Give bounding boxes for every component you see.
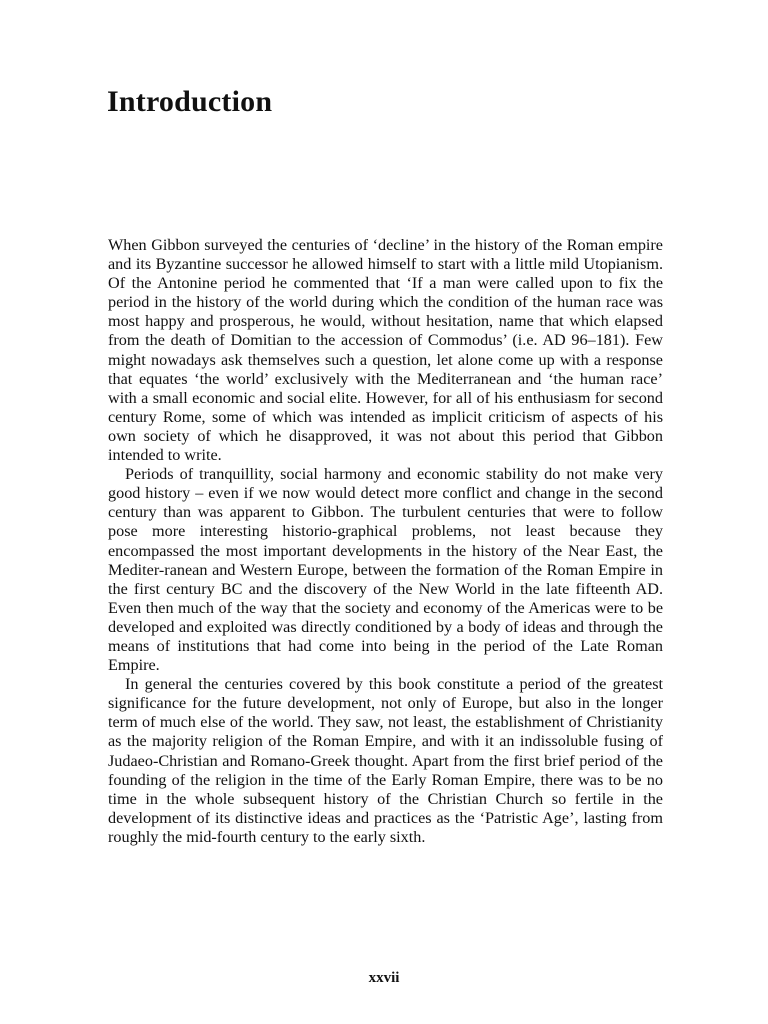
- paragraph-1: When Gibbon surveyed the centuries of ‘decline’ in the history of the Roman empire and its Byzantine successor he allowed himself to start with a little mild Utopianism. Of the Antonine period he commented that ‘If a man were called upon to fix the period in the history of the world during which the condition of the human race was most happy and prosperous, he would, without hesitation, name that which elapsed from the death of Domitian to the accession of Commodus’ (i.e. AD 96–181). Few might nowadays ask themselves such a question, let alone come up with a response that equates ‘the world’ exclusively with the Mediterranean and ‘the human race’ with a small economic and social elite. However, for all of his enthusiasm for second century Rome, some of which was intended as implicit criticism of aspects of his own society of which he disapproved, it was not about this period that Gibbon intended to write.: [108, 236, 663, 465]
- body-text: [108, 236, 663, 847]
- paragraph-3: In general the centuries covered by this book constitute a period of the greatest significance for the future development, not only of Europe, but also in the longer term of much else of the world. They saw, not least, the establishment of Christianity as the majority religion of the Roman Empire, and with it an indissoluble fusing of Judaeo-Christian and Romano-Greek thought. Apart from the first brief period of the founding of the religion in the time of the Early Roman Empire, there was to be no time in the whole subsequent history of the Christian Church so fertile in the development of its distinctive ideas and practices as the ‘Patristic Age’, lasting from roughly the mid-fourth century to the early sixth.: [108, 675, 663, 846]
- page-title: Introduction: [107, 85, 273, 118]
- page-number: xxvii: [368, 970, 400, 986]
- paragraph-2: Periods of tranquillity, social harmony and economic stability do not make very good history – even if we now would detect more conflict and change in the second century than was apparent to Gibbon. The turbulent centuries that were to follow pose more interesting historio-graphical problems, not least because they encompassed the most important developments in the history of the Near East, the Mediter-ranean and Western Europe, between the formation of the Roman Empire in the first century BC and the discovery of the New World in the late fifteenth AD. Even then much of the way that the society and economy of the Americas were to be developed and exploited was directly conditioned by a body of ideas and through the means of institutions that had come into being in the period of the Late Roman Empire.: [108, 465, 663, 675]
